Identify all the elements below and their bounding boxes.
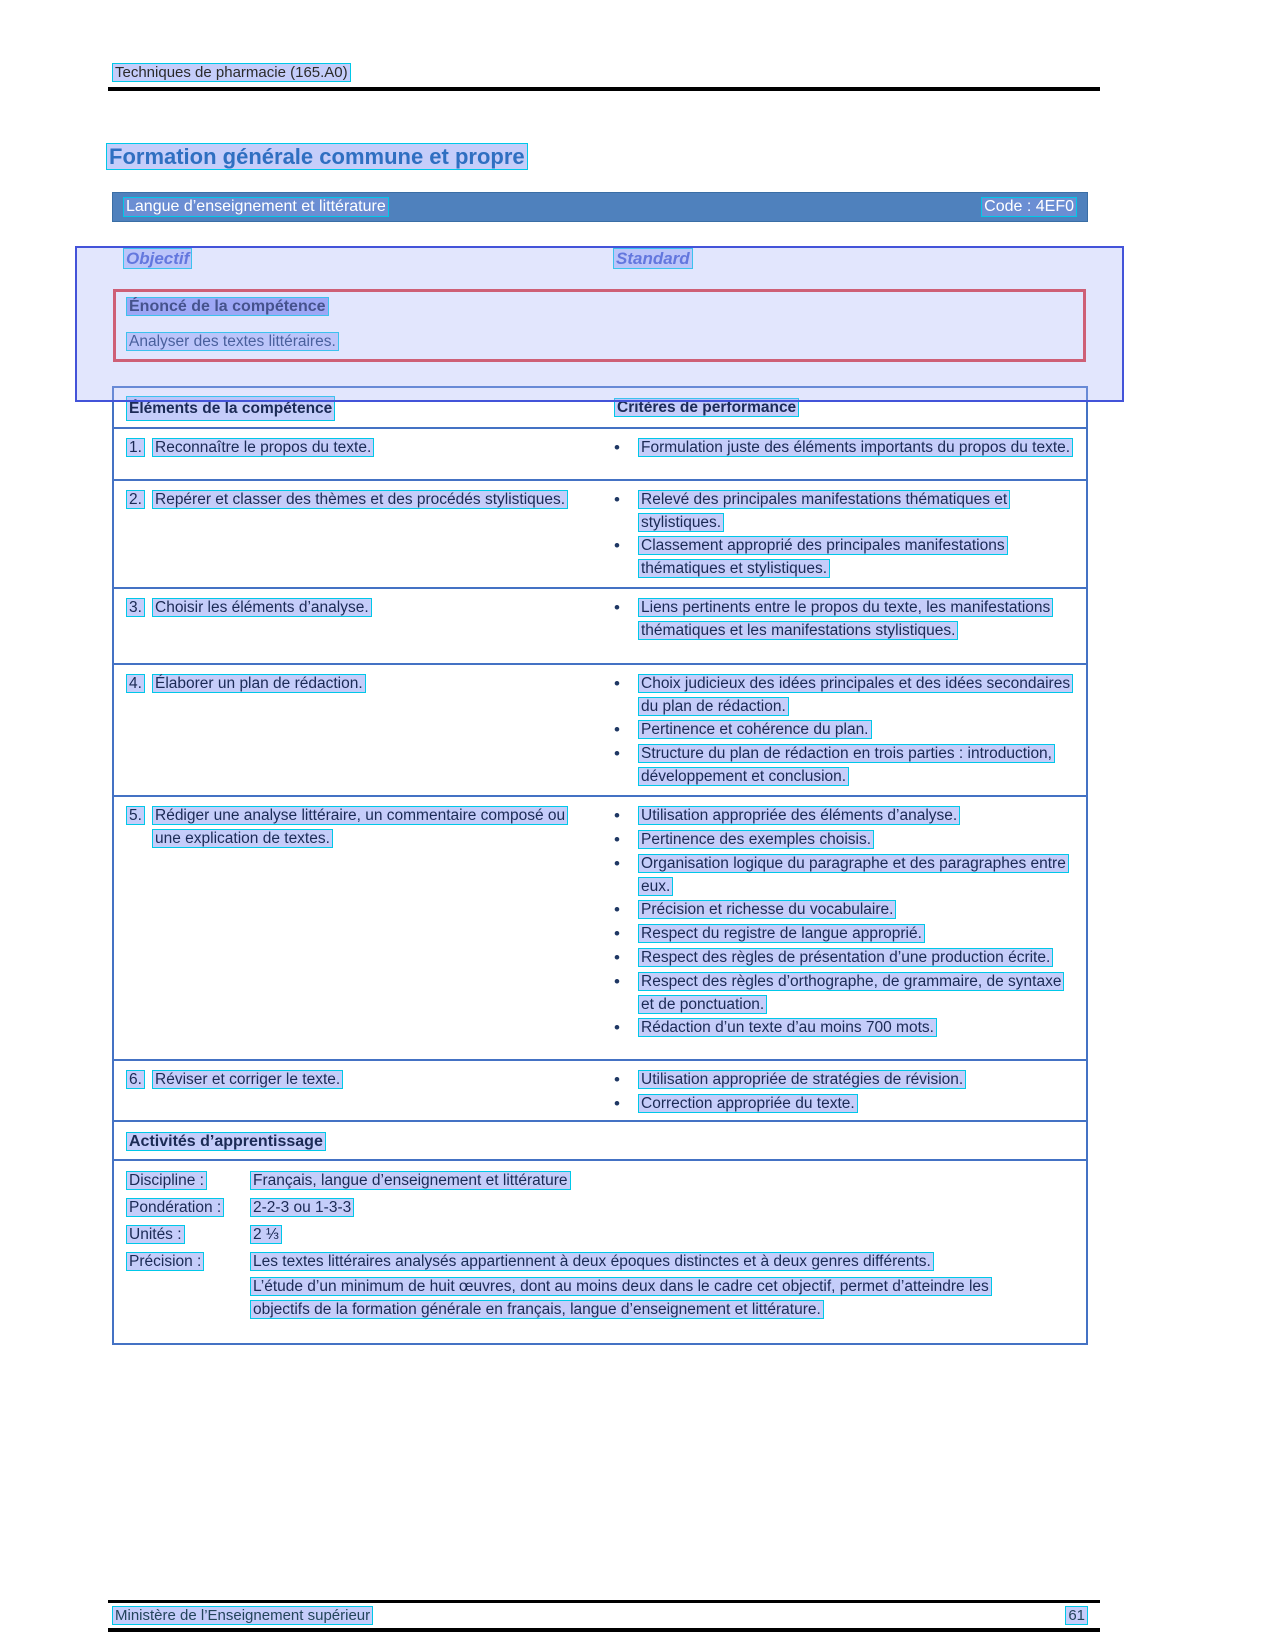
- element-text: [152, 672, 592, 695]
- criterion-text-content: Formulation juste des éléments importants du propos du texte.: [638, 438, 1073, 457]
- standard-column-label: [613, 249, 693, 269]
- element-cell: [114, 481, 600, 587]
- page-title-text: Formation générale commune et propre: [106, 143, 528, 170]
- element-text: [152, 596, 592, 619]
- element-cell: [114, 665, 600, 795]
- row-number: [126, 488, 152, 511]
- activity-label: [126, 1196, 250, 1219]
- row-number: [126, 804, 152, 827]
- page-number: 61: [1065, 1606, 1088, 1625]
- precision-paragraph: [250, 1275, 1040, 1321]
- footer-rule-bottom: [108, 1628, 1100, 1632]
- element-cell: [114, 589, 600, 663]
- criterion-text: [638, 922, 1076, 945]
- element-text-content: Élaborer un plan de rédaction.: [152, 674, 366, 693]
- criteria-cell: [600, 481, 1086, 587]
- bullet-icon: [614, 488, 638, 512]
- activity-label-text: Discipline :: [126, 1171, 207, 1190]
- criterion-text: [638, 718, 1076, 741]
- activity-label-text: Unités :: [126, 1225, 185, 1244]
- criterion-item: [614, 1092, 1076, 1116]
- table-row: [114, 587, 1086, 663]
- criteria-cell: [600, 1061, 1086, 1123]
- enonce-heading: [126, 298, 329, 316]
- element-text: [152, 436, 592, 459]
- subject-code: Code : 4EF0: [981, 197, 1077, 217]
- criterion-text-content: Relevé des principales manifestations thématiques et stylistiques.: [638, 490, 1010, 532]
- element-text-content: Choisir les éléments d’analyse.: [152, 598, 372, 617]
- bullet-icon: [614, 534, 638, 558]
- page-title: [106, 144, 528, 170]
- criterion-text: [638, 1016, 1076, 1039]
- bullet-icon: [614, 828, 638, 852]
- criterion-text: [638, 898, 1076, 921]
- criterion-text-content: Choix judicieux des idées principales et des idées secondaires du plan de rédaction.: [638, 674, 1073, 716]
- criterion-item: [614, 922, 1076, 946]
- criterion-text-content: Liens pertinents entre le propos du texte, les manifestations thématiques et les manifestations stylistiques.: [638, 598, 1053, 640]
- bullet-icon: [614, 804, 638, 828]
- row-number-text: 5.: [126, 806, 145, 825]
- program-title: Techniques de pharmacie (165.A0): [112, 63, 351, 82]
- footer-rule-top: [108, 1600, 1100, 1603]
- criteria-cell: [600, 589, 1086, 663]
- row-number-text: 3.: [126, 598, 145, 617]
- page-footer: [112, 1606, 1088, 1625]
- table-row: [114, 1059, 1086, 1123]
- criterion-item: [614, 672, 1076, 718]
- bullet-icon: [614, 1092, 638, 1116]
- row-number-text: 1.: [126, 438, 145, 457]
- page-header: [112, 64, 351, 81]
- criterion-text-content: Utilisation appropriée des éléments d’analyse.: [638, 806, 960, 825]
- row-number: [126, 596, 152, 619]
- bullet-icon: [614, 946, 638, 970]
- bullet-icon: [614, 672, 638, 696]
- criterion-item: [614, 1068, 1076, 1092]
- activity-label: [126, 1250, 250, 1323]
- element-text: [152, 804, 592, 850]
- criteria-cell: [600, 665, 1086, 795]
- activity-row: [114, 1196, 1086, 1219]
- enonce-statement: [126, 333, 339, 351]
- activity-value-text: 2 ⅓: [250, 1225, 282, 1244]
- row-number-text: 2.: [126, 490, 145, 509]
- enonce-heading-text: Énoncé de la compétence: [126, 297, 329, 316]
- criterion-item: [614, 804, 1076, 828]
- row-number-text: 6.: [126, 1070, 145, 1089]
- elements-header: Éléments de la compétence: [126, 396, 335, 421]
- criterion-text: [638, 970, 1076, 1016]
- bullet-icon: [614, 922, 638, 946]
- activity-row: [114, 1169, 1086, 1192]
- enonce-box: [113, 289, 1086, 362]
- element-text-content: Repérer et classer des thèmes et des procédés stylistiques.: [152, 490, 568, 509]
- element-text-content: Réviser et corriger le texte.: [152, 1070, 343, 1089]
- criterion-item: [614, 718, 1076, 742]
- row-number: [126, 672, 152, 695]
- standard-label-text: Standard: [613, 248, 693, 269]
- criterion-item: [614, 852, 1076, 898]
- criterion-text-content: Utilisation appropriée de stratégies de révision.: [638, 1070, 966, 1089]
- table-row: [114, 663, 1086, 795]
- element-text-content: Reconnaître le propos du texte.: [152, 438, 374, 457]
- row-number: [126, 436, 152, 459]
- criterion-text-content: Organisation logique du paragraphe et des paragraphes entre eux.: [638, 854, 1069, 896]
- activity-row: [114, 1223, 1086, 1246]
- criterion-text: [638, 804, 1076, 827]
- criterion-text-content: Rédaction d’un texte d’au moins 700 mots.: [638, 1018, 937, 1037]
- criterion-item: [614, 946, 1076, 970]
- criterion-text-content: Correction appropriée du texte.: [638, 1094, 858, 1113]
- criterion-item: [614, 742, 1076, 788]
- element-cell: [114, 1061, 600, 1123]
- bullet-icon: [614, 596, 638, 620]
- activity-value-text: Français, langue d’enseignement et littérature: [250, 1171, 571, 1190]
- criterion-item: [614, 828, 1076, 852]
- criterion-text-content: Classement approprié des principales manifestations thématiques et stylistiques.: [638, 536, 1008, 578]
- activity-label: [126, 1223, 250, 1246]
- bullet-icon: [614, 970, 638, 994]
- activity-label: [126, 1169, 250, 1192]
- criterion-item: [614, 898, 1076, 922]
- bullet-icon: [614, 852, 638, 876]
- table-row: [114, 479, 1086, 587]
- activity-value-text: Les textes littéraires analysés appartiennent à deux époques distinctes et à deux genres différents.: [250, 1252, 934, 1271]
- criterion-text: [638, 1092, 1076, 1115]
- element-cell: [114, 429, 600, 479]
- bullet-icon: [614, 742, 638, 766]
- activites-heading: Activités d’apprentissage: [126, 1132, 326, 1151]
- activites-heading-row: [114, 1122, 1086, 1161]
- subject-name: Langue d’enseignement et littérature: [123, 197, 389, 217]
- element-text: [152, 488, 592, 511]
- activity-value: [250, 1250, 1040, 1323]
- element-text-content: Rédiger une analyse littéraire, un commentaire composé ou une explication de textes.: [152, 806, 568, 848]
- criterion-item: [614, 596, 1076, 642]
- criteria-header: Critères de performance: [614, 398, 799, 417]
- criterion-text-content: Pertinence des exemples choisis.: [638, 830, 874, 849]
- criterion-text-content: Respect des règles de présentation d’une production écrite.: [638, 948, 1053, 967]
- footer-ministry: Ministère de l’Enseignement supérieur: [112, 1606, 373, 1625]
- criterion-item: [614, 534, 1076, 580]
- criterion-text: [638, 436, 1076, 459]
- bullet-icon: [614, 718, 638, 742]
- criterion-text: [638, 852, 1076, 898]
- criterion-text-content: Respect du registre de langue approprié.: [638, 924, 925, 943]
- element-text: [152, 1068, 592, 1091]
- table-row: [114, 795, 1086, 1059]
- criterion-text: [638, 1068, 1076, 1091]
- activity-value: [250, 1169, 1040, 1192]
- element-cell: [114, 797, 600, 1059]
- criterion-text: [638, 672, 1076, 718]
- subject-banner: [112, 192, 1088, 222]
- enonce-statement-text: Analyser des textes littéraires.: [126, 332, 339, 351]
- criteria-cell: [600, 429, 1086, 479]
- bullet-icon: [614, 1016, 638, 1040]
- objectif-column-label: [123, 249, 192, 269]
- header-rule: [108, 87, 1100, 91]
- activity-value-text: L’étude d’un minimum de huit œuvres, dont au moins deux dans le cadre cet objectif, permet d’atteindre les objectifs de la formation générale en français, langue d’enseignement et littérature.: [250, 1277, 992, 1319]
- elements-header-cell: [114, 388, 600, 427]
- activity-row: [114, 1250, 1086, 1323]
- table-header-row: [114, 388, 1086, 427]
- criterion-item: [614, 436, 1076, 460]
- activity-label-text: Pondération :: [126, 1198, 224, 1217]
- objectif-label-text: Objectif: [123, 248, 192, 269]
- criterion-text-content: Précision et richesse du vocabulaire.: [638, 900, 896, 919]
- criterion-item: [614, 1016, 1076, 1040]
- row-number: [126, 1068, 152, 1091]
- activites-table: [112, 1120, 1088, 1345]
- criterion-item: [614, 970, 1076, 1016]
- criterion-text-content: Structure du plan de rédaction en trois parties : introduction, développement et conclusion.: [638, 744, 1055, 786]
- activity-value: [250, 1223, 1040, 1246]
- criterion-text: [638, 946, 1076, 969]
- competence-table: [112, 386, 1088, 1125]
- criterion-text-content: Pertinence et cohérence du plan.: [638, 720, 872, 739]
- criterion-text: [638, 742, 1076, 788]
- criterion-text: [638, 596, 1076, 642]
- criterion-text: [638, 828, 1076, 851]
- bullet-icon: [614, 898, 638, 922]
- criteria-header-cell: [600, 388, 1086, 427]
- activity-value: [250, 1196, 1040, 1219]
- activites-body: [114, 1161, 1086, 1343]
- criterion-item: [614, 488, 1076, 534]
- activity-value-text: 2-2-3 ou 1-3-3: [250, 1198, 354, 1217]
- criteria-cell: [600, 797, 1086, 1059]
- activity-label-text: Précision :: [126, 1252, 204, 1271]
- table-row: [114, 427, 1086, 479]
- precision-paragraph: [250, 1250, 1040, 1273]
- criterion-text: [638, 534, 1076, 580]
- bullet-icon: [614, 1068, 638, 1092]
- criterion-text: [638, 488, 1076, 534]
- row-number-text: 4.: [126, 674, 145, 693]
- criterion-text-content: Respect des règles d’orthographe, de grammaire, de syntaxe et de ponctuation.: [638, 972, 1064, 1014]
- bullet-icon: [614, 436, 638, 460]
